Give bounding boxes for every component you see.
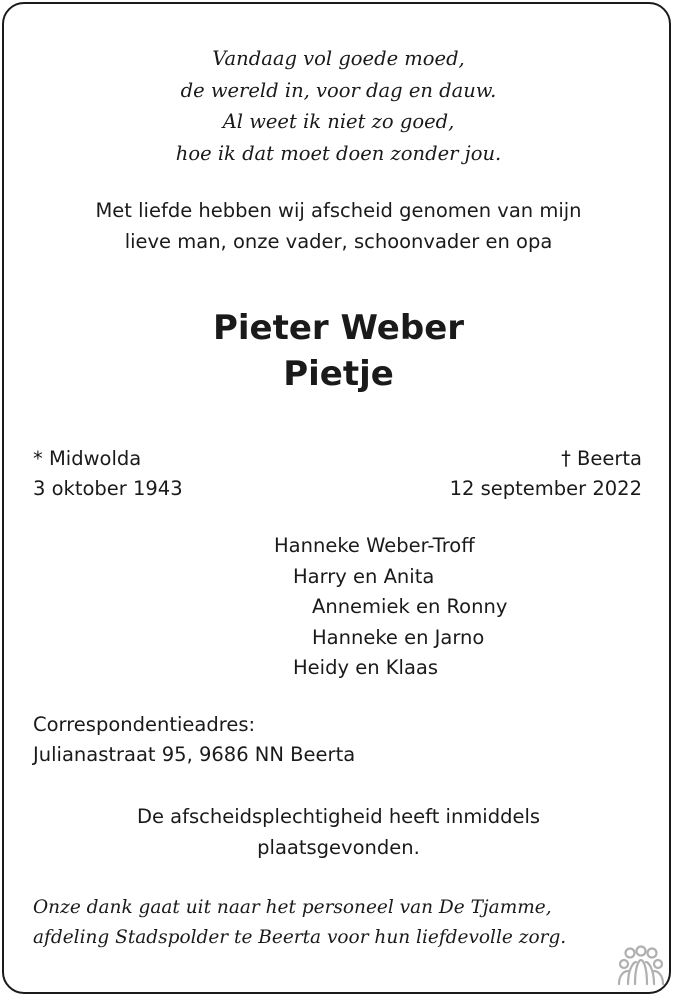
thanks-line: Onze dank gaat uit naar het personeel van De Tjamme,	[33, 897, 552, 918]
birth-info	[33, 444, 183, 504]
family-member-child: Harry en Anita	[293, 564, 435, 588]
poem-line: Vandaag vol goede moed,	[212, 47, 465, 70]
family-list	[274, 531, 507, 684]
intro-line: Met liefde hebben wij afscheid genomen van mijn	[95, 199, 582, 222]
ceremony-notice	[0, 801, 677, 863]
family-member-child: Heidy en Klaas	[293, 656, 439, 679]
poem-line: Al weet ik niet zo goed,	[222, 110, 455, 133]
correspondence-block	[33, 710, 355, 770]
birth-place: * Midwolda	[33, 447, 142, 470]
family-member-grandchild: Hanneke en Jarno	[312, 625, 485, 649]
correspondence-address: Julianastraat 95, 9686 NN Beerta	[33, 743, 356, 766]
deceased-nickname: Pietje	[283, 354, 394, 394]
intro-text	[0, 195, 677, 257]
poem-line: de wereld in, voor dag en dauw.	[180, 78, 497, 102]
family-member-grandchild: Annemiek en Ronny	[312, 595, 508, 618]
deceased-name-block	[0, 305, 677, 397]
poem-line: hoe ik dat moet doen zonder jou.	[175, 141, 502, 165]
death-date: 12 september 2022	[449, 477, 642, 500]
deceased-name: Pieter Weber	[212, 308, 465, 348]
family-group-icon	[616, 944, 666, 988]
family-member-spouse: Hanneke Weber-Troff	[274, 534, 475, 557]
ceremony-line: De afscheidsplechtigheid heeft inmiddels	[136, 805, 541, 828]
birth-date: 3 oktober 1943	[33, 477, 183, 500]
poem	[0, 43, 677, 169]
thanks-line: afdeling Stadspolder te Beerta voor hun liefdevolle zorg.	[33, 927, 567, 948]
ceremony-line: plaatsgevonden.	[257, 836, 420, 859]
intro-line: lieve man, onze vader, schoonvader en opa	[124, 230, 553, 253]
correspondence-label: Correspondentieadres:	[33, 713, 256, 736]
thanks-note	[33, 893, 566, 953]
death-info	[450, 444, 642, 504]
death-place: † Beerta	[561, 447, 642, 470]
